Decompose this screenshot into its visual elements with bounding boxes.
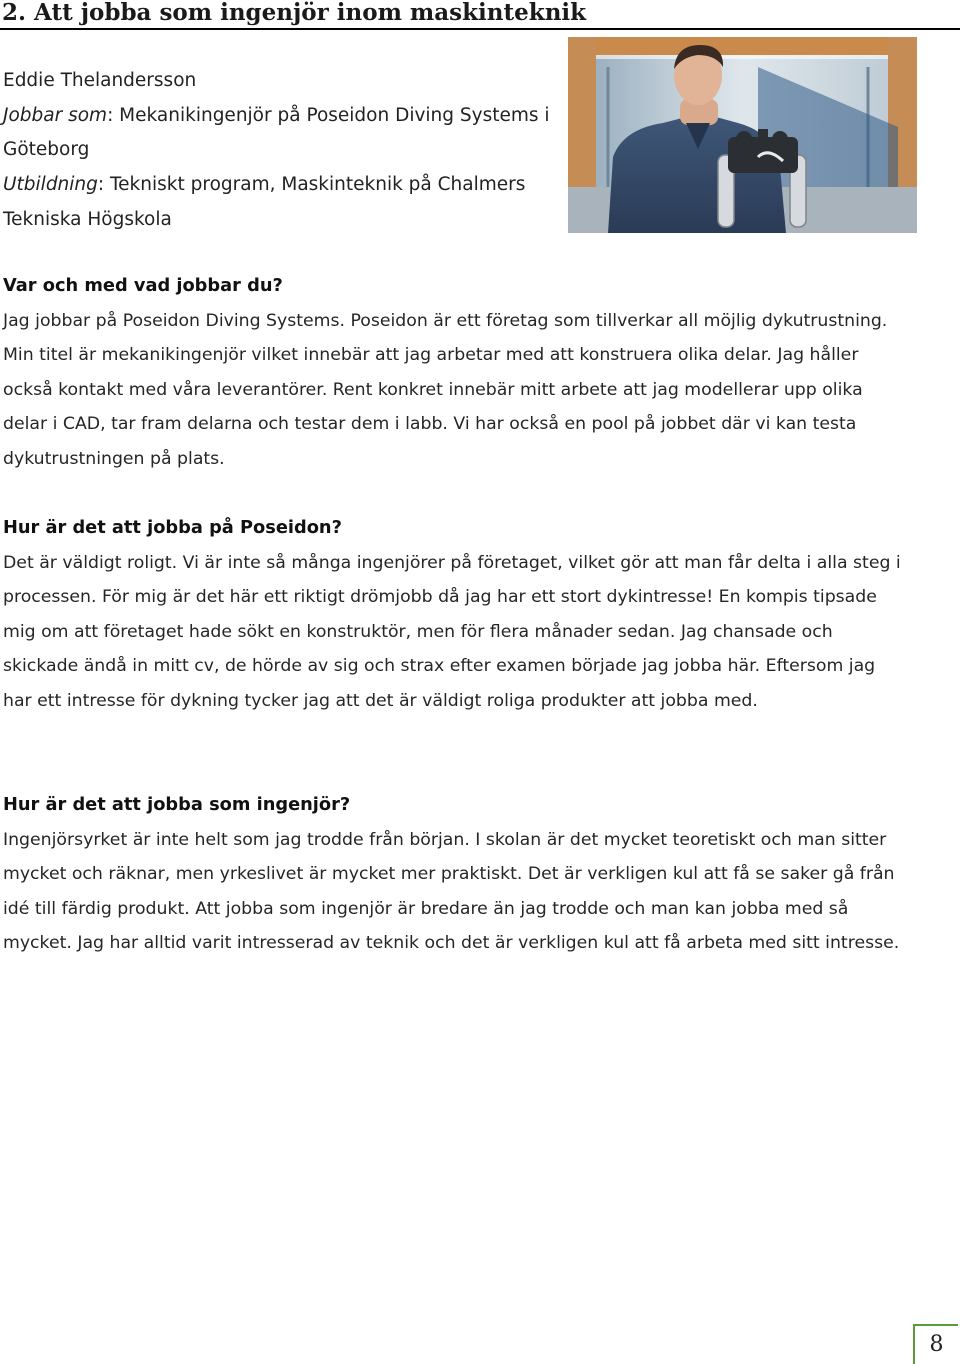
education-label: Utbildning	[3, 174, 98, 196]
portrait-illustration	[568, 37, 917, 233]
profile-education	[3, 168, 553, 237]
job-value: : Mekanikingenjör på Poseidon Diving Systems i Göteborg	[3, 104, 550, 161]
job-label: Jobbar som	[3, 104, 108, 126]
section-engineer	[3, 788, 903, 961]
section-work	[3, 269, 903, 477]
education-value: : Tekniskt program, Maskinteknik på Chalmers Tekniska Högskola	[3, 174, 526, 230]
section-body: Det är väldigt roligt. Vi är inte så många ingenjörer på företaget, vilket gör att man får delta i alla steg i processen. För mig är det här ett riktigt drömjobb då jag har ett stort dykintresse! En kompis tipsade mig om att företaget hade sökt en konstruktör, men för flera månader sedan. Jag chansade och skickade ändå in mitt cv, de hörde av sig och strax efter examen började jag jobba här. Eftersom jag har ett intresse för dykning tycker jag att det är väldigt roliga produkter att jobba med.	[3, 552, 901, 711]
section-heading: Hur är det att jobba på Poseidon?	[3, 517, 342, 538]
profile-job	[3, 99, 553, 168]
section-heading: Var och med vad jobbar du?	[3, 275, 283, 296]
section-body: Jag jobbar på Poseidon Diving Systems. Poseidon är ett företag som tillverkar all möjlig dykutrustning. Min titel är mekanikingenjör vilket innebär att jag arbetar med att konstruera olika delar. Jag håller också kontakt med våra leverantörer. Rent konkret innebär mitt arbete att jag modellerar upp olika delar i CAD, tar fram delarna och testar dem i labb. Vi har också en pool på jobbet där vi kan testa dykutrustningen på plats.	[3, 310, 888, 469]
profile-block	[3, 64, 553, 238]
title-rule	[0, 28, 960, 30]
section-poseidon	[3, 511, 903, 719]
portrait-photo	[568, 37, 917, 233]
page-title: 2. Att jobba som ingenjör inom maskinteknik	[2, 0, 587, 26]
page-number: 8	[913, 1324, 958, 1364]
profile-name: Eddie Thelandersson	[3, 70, 197, 91]
section-heading: Hur är det att jobba som ingenjör?	[3, 794, 351, 815]
section-body: Ingenjörsyrket är inte helt som jag trodde från början. I skolan är det mycket teoretiskt och man sitter mycket och räknar, men yrkeslivet är mycket mer praktiskt. Det är verkligen kul att få se saker gå från idé till färdig produkt. Att jobba som ingenjör är bredare än jag trodde och man kan jobba med så mycket. Jag har alltid varit intresserad av teknik och det är verkligen kul att få arbeta med sitt intresse.	[3, 829, 900, 954]
